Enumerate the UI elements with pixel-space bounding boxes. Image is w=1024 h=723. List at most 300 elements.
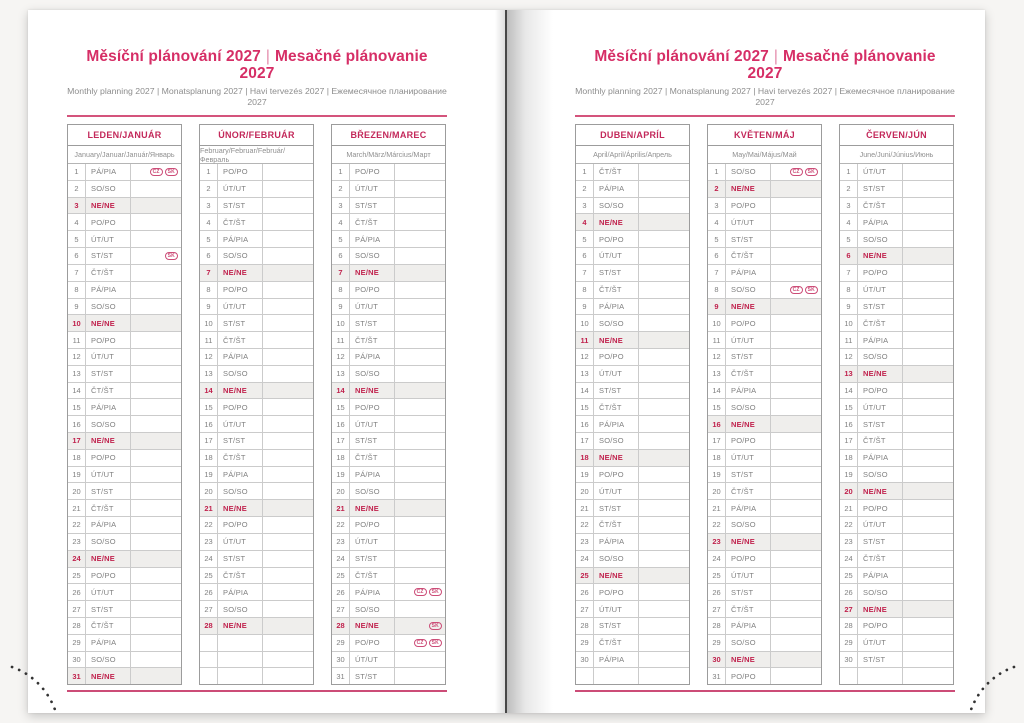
planner-spread	[28, 10, 985, 713]
day-name: ČT/ŠT	[350, 450, 395, 466]
day-name: ČT/ŠT	[218, 568, 263, 584]
day-space	[639, 668, 689, 684]
day-row	[576, 618, 689, 635]
day-number: 23	[68, 534, 86, 550]
day-name: NE/NE	[86, 315, 131, 331]
day-space	[771, 668, 821, 684]
day-number	[840, 668, 858, 684]
day-space	[395, 366, 445, 382]
month-table	[199, 124, 314, 685]
day-name: PÁ/PIA	[726, 383, 771, 399]
day-space	[131, 164, 181, 180]
day-space	[639, 416, 689, 432]
day-number: 14	[200, 383, 218, 399]
sk-holiday-badge: SK	[429, 622, 442, 630]
day-number: 7	[68, 265, 86, 281]
day-row	[840, 517, 953, 534]
day-space	[131, 433, 181, 449]
day-number: 11	[840, 332, 858, 348]
day-name: PO/PO	[726, 198, 771, 214]
day-name: ÚT/UT	[218, 534, 263, 550]
day-row	[708, 332, 821, 349]
day-space	[639, 299, 689, 315]
day-row	[708, 349, 821, 366]
day-space	[903, 467, 953, 483]
day-number: 10	[200, 315, 218, 331]
day-name: NE/NE	[350, 265, 395, 281]
day-row	[200, 517, 313, 534]
day-name: PÁ/PIA	[594, 299, 639, 315]
day-number: 31	[68, 668, 86, 684]
day-number: 16	[576, 416, 594, 432]
day-name: PÁ/PIA	[594, 181, 639, 197]
day-row	[708, 433, 821, 450]
day-name: NE/NE	[218, 265, 263, 281]
day-number: 12	[200, 349, 218, 365]
day-name: SO/SO	[86, 416, 131, 432]
day-row	[68, 635, 181, 652]
day-row	[200, 248, 313, 265]
day-space	[771, 500, 821, 516]
day-row	[332, 500, 445, 517]
day-space	[903, 282, 953, 298]
day-space	[263, 282, 313, 298]
day-number: 11	[576, 332, 594, 348]
day-row	[576, 332, 689, 349]
day-number: 4	[576, 214, 594, 230]
day-space	[263, 584, 313, 600]
day-number: 17	[840, 433, 858, 449]
day-name: PO/PO	[858, 383, 903, 399]
day-number: 13	[840, 366, 858, 382]
day-number: 22	[708, 517, 726, 533]
day-row	[840, 349, 953, 366]
day-row	[200, 315, 313, 332]
day-number: 21	[68, 500, 86, 516]
day-row	[200, 282, 313, 299]
day-name: ST/ST	[594, 618, 639, 634]
day-number: 28	[840, 618, 858, 634]
day-number: 4	[332, 214, 350, 230]
day-number: 19	[332, 467, 350, 483]
day-space	[771, 433, 821, 449]
day-space	[771, 618, 821, 634]
day-row	[332, 399, 445, 416]
day-number: 10	[332, 315, 350, 331]
month-rows	[840, 164, 953, 684]
day-number: 7	[708, 265, 726, 281]
day-name: SO/SO	[218, 366, 263, 382]
day-row	[840, 652, 953, 669]
day-row	[576, 433, 689, 450]
day-number: 27	[200, 601, 218, 617]
day-space	[395, 231, 445, 247]
day-row	[68, 500, 181, 517]
day-space	[395, 517, 445, 533]
day-name: ÚT/UT	[858, 517, 903, 533]
day-space	[395, 584, 445, 600]
day-space	[131, 618, 181, 634]
right-page	[507, 10, 985, 713]
day-name: NE/NE	[594, 450, 639, 466]
day-space	[263, 652, 313, 668]
day-row	[68, 652, 181, 669]
day-row	[200, 299, 313, 316]
day-name: NE/NE	[86, 551, 131, 567]
day-row	[332, 315, 445, 332]
day-row	[68, 568, 181, 585]
day-space	[263, 517, 313, 533]
day-row	[708, 164, 821, 181]
day-name: ČT/ŠT	[86, 500, 131, 516]
day-space	[639, 231, 689, 247]
day-row	[68, 282, 181, 299]
day-number: 24	[332, 551, 350, 567]
day-name: PÁ/PIA	[858, 568, 903, 584]
day-row	[576, 181, 689, 198]
day-name: PO/PO	[350, 635, 395, 651]
day-row	[68, 265, 181, 282]
day-name: SO/SO	[86, 534, 131, 550]
day-name: PÁ/PIA	[594, 652, 639, 668]
day-number: 17	[332, 433, 350, 449]
day-space	[771, 366, 821, 382]
day-space	[395, 652, 445, 668]
day-row	[68, 399, 181, 416]
day-space	[263, 601, 313, 617]
day-row	[68, 618, 181, 635]
day-row	[708, 618, 821, 635]
day-space	[639, 467, 689, 483]
day-row	[332, 265, 445, 282]
day-row	[840, 299, 953, 316]
cz-holiday-badge: CZ	[150, 168, 163, 176]
day-row	[200, 467, 313, 484]
day-number: 7	[840, 265, 858, 281]
day-row	[200, 349, 313, 366]
day-number: 6	[68, 248, 86, 264]
day-number: 1	[68, 164, 86, 180]
day-row	[332, 299, 445, 316]
day-space	[395, 214, 445, 230]
day-name: PO/PO	[350, 399, 395, 415]
day-name: NE/NE	[726, 416, 771, 432]
day-number: 2	[332, 181, 350, 197]
day-space	[395, 433, 445, 449]
day-number: 9	[68, 299, 86, 315]
day-row	[68, 534, 181, 551]
day-space	[395, 618, 445, 634]
day-space	[395, 551, 445, 567]
day-space	[131, 198, 181, 214]
month-table	[575, 124, 690, 685]
day-name: ČT/ŠT	[86, 383, 131, 399]
day-name: PO/PO	[86, 568, 131, 584]
day-space	[771, 265, 821, 281]
day-name: SO/SO	[594, 433, 639, 449]
month-name: ČERVEN/JÚN	[840, 125, 953, 146]
day-number: 6	[332, 248, 350, 264]
day-name: PÁ/PIA	[858, 450, 903, 466]
day-row	[68, 214, 181, 231]
day-number: 11	[68, 332, 86, 348]
day-number: 16	[68, 416, 86, 432]
day-space	[263, 383, 313, 399]
day-name: ÚT/UT	[218, 181, 263, 197]
day-row	[708, 517, 821, 534]
day-space	[131, 181, 181, 197]
day-space	[395, 668, 445, 684]
day-row	[840, 568, 953, 585]
day-row	[576, 584, 689, 601]
day-space	[131, 366, 181, 382]
day-name: PÁ/PIA	[86, 517, 131, 533]
day-name: ST/ST	[594, 383, 639, 399]
day-space	[263, 366, 313, 382]
day-name: ST/ST	[858, 416, 903, 432]
day-number: 14	[332, 383, 350, 399]
day-number: 2	[840, 181, 858, 197]
day-row	[332, 601, 445, 618]
day-row	[200, 231, 313, 248]
day-number: 18	[68, 450, 86, 466]
day-row	[576, 299, 689, 316]
day-space	[395, 450, 445, 466]
day-space	[263, 181, 313, 197]
day-row	[332, 231, 445, 248]
day-number: 9	[708, 299, 726, 315]
day-space	[131, 214, 181, 230]
day-number: 28	[576, 618, 594, 634]
day-name: PO/PO	[86, 450, 131, 466]
day-space	[639, 534, 689, 550]
day-name: ST/ST	[86, 483, 131, 499]
day-name: ÚT/UT	[350, 299, 395, 315]
day-number: 21	[840, 500, 858, 516]
cz-holiday-badge: CZ	[414, 588, 427, 596]
day-name: ST/ST	[86, 601, 131, 617]
day-name: PÁ/PIA	[726, 265, 771, 281]
day-number: 20	[200, 483, 218, 499]
day-name: NE/NE	[858, 366, 903, 382]
day-space	[903, 198, 953, 214]
day-name: PO/PO	[726, 551, 771, 567]
title-divider: |	[265, 48, 271, 65]
day-row	[68, 383, 181, 400]
page-title-czech: Měsíční plánování 2027	[594, 48, 769, 65]
day-name: ÚT/UT	[86, 584, 131, 600]
day-name	[594, 668, 639, 684]
day-row	[840, 164, 953, 181]
page-subtitle: Monthly planning 2027 | Monatsplanung 2027 | Havi tervezés 2027 | Ежемесячное планирование 2027	[67, 86, 447, 107]
day-space	[639, 248, 689, 264]
day-number: 23	[200, 534, 218, 550]
day-name: ST/ST	[350, 315, 395, 331]
day-name: SO/SO	[86, 299, 131, 315]
day-name: NE/NE	[726, 299, 771, 315]
day-name: PÁ/PIA	[350, 349, 395, 365]
day-space	[263, 416, 313, 432]
day-number: 19	[576, 467, 594, 483]
day-name	[218, 635, 263, 651]
day-number: 15	[576, 399, 594, 415]
day-name: SO/SO	[726, 282, 771, 298]
day-number: 4	[708, 214, 726, 230]
day-name: ST/ST	[858, 534, 903, 550]
day-row	[576, 551, 689, 568]
sk-holiday-badge: SK	[429, 639, 442, 647]
day-number: 25	[68, 568, 86, 584]
day-number: 17	[708, 433, 726, 449]
day-name: PO/PO	[858, 618, 903, 634]
day-name: ÚT/UT	[86, 467, 131, 483]
day-row	[840, 450, 953, 467]
day-name: SO/SO	[726, 164, 771, 180]
day-name: NE/NE	[86, 433, 131, 449]
day-number: 1	[708, 164, 726, 180]
day-space	[639, 214, 689, 230]
day-space	[131, 584, 181, 600]
day-number: 13	[200, 366, 218, 382]
day-row	[840, 433, 953, 450]
day-row	[200, 214, 313, 231]
day-name: PO/PO	[218, 399, 263, 415]
day-name: ST/ST	[726, 231, 771, 247]
day-space	[131, 332, 181, 348]
day-row	[840, 315, 953, 332]
month-rows	[708, 164, 821, 684]
day-name: PO/PO	[86, 214, 131, 230]
day-space	[771, 332, 821, 348]
day-row	[708, 652, 821, 669]
day-name: SO/SO	[350, 366, 395, 382]
title-rule	[575, 115, 955, 117]
day-name: ÚT/UT	[594, 483, 639, 499]
day-space	[771, 568, 821, 584]
day-number: 24	[200, 551, 218, 567]
day-number: 30	[332, 652, 350, 668]
day-space	[263, 332, 313, 348]
left-page	[28, 10, 507, 713]
months-row	[575, 124, 955, 685]
day-row	[200, 568, 313, 585]
day-number: 20	[332, 483, 350, 499]
day-name: SO/SO	[86, 652, 131, 668]
day-space	[131, 652, 181, 668]
day-number: 3	[708, 198, 726, 214]
day-number: 27	[840, 601, 858, 617]
day-row	[332, 517, 445, 534]
day-space	[395, 399, 445, 415]
day-number: 13	[68, 366, 86, 382]
day-row	[332, 635, 445, 652]
day-row	[68, 483, 181, 500]
day-space	[263, 433, 313, 449]
day-name: PÁ/PIA	[218, 231, 263, 247]
day-row	[332, 483, 445, 500]
day-space	[771, 450, 821, 466]
day-name: SO/SO	[594, 551, 639, 567]
day-row	[576, 214, 689, 231]
day-name: ČT/ŠT	[594, 282, 639, 298]
day-space	[131, 534, 181, 550]
day-name: ČT/ŠT	[726, 366, 771, 382]
day-space	[903, 214, 953, 230]
day-name: ÚT/UT	[218, 416, 263, 432]
day-row	[708, 383, 821, 400]
day-number: 23	[708, 534, 726, 550]
day-row	[708, 467, 821, 484]
day-name: SO/SO	[726, 517, 771, 533]
day-space	[771, 517, 821, 533]
day-name: ČT/ŠT	[726, 248, 771, 264]
day-number: 29	[840, 635, 858, 651]
day-name: PO/PO	[726, 433, 771, 449]
day-space	[903, 315, 953, 331]
day-row	[332, 551, 445, 568]
day-space	[263, 214, 313, 230]
page-title	[67, 48, 447, 82]
day-number: 8	[68, 282, 86, 298]
day-space	[263, 668, 313, 684]
day-row	[200, 483, 313, 500]
day-row	[200, 635, 313, 652]
day-number: 18	[332, 450, 350, 466]
day-name: ST/ST	[350, 433, 395, 449]
day-space	[903, 618, 953, 634]
sk-holiday-badge: SK	[165, 252, 178, 260]
page-title-slovak: Mesačné plánovanie 2027	[747, 48, 936, 82]
day-row	[332, 618, 445, 635]
day-number: 14	[68, 383, 86, 399]
day-row	[200, 181, 313, 198]
day-row	[200, 500, 313, 517]
day-space	[639, 618, 689, 634]
day-name: NE/NE	[218, 500, 263, 516]
day-number: 5	[708, 231, 726, 247]
day-space	[131, 299, 181, 315]
day-space	[131, 517, 181, 533]
day-row	[68, 584, 181, 601]
day-space	[263, 467, 313, 483]
day-number: 15	[840, 399, 858, 415]
day-space	[639, 500, 689, 516]
day-row	[708, 248, 821, 265]
day-name: PÁ/PIA	[86, 399, 131, 415]
day-space	[263, 231, 313, 247]
day-space	[771, 181, 821, 197]
day-number: 24	[708, 551, 726, 567]
day-space	[131, 265, 181, 281]
day-number	[200, 668, 218, 684]
day-name: ST/ST	[594, 500, 639, 516]
day-number: 28	[68, 618, 86, 634]
day-name: ČT/ŠT	[350, 214, 395, 230]
page-title	[575, 48, 955, 82]
day-space	[131, 248, 181, 264]
day-number: 15	[332, 399, 350, 415]
day-name: ST/ST	[218, 433, 263, 449]
day-name: ST/ST	[350, 551, 395, 567]
day-name: ÚT/UT	[858, 399, 903, 415]
day-name: ČT/ŠT	[218, 214, 263, 230]
day-row	[840, 500, 953, 517]
day-space	[395, 416, 445, 432]
day-row	[332, 383, 445, 400]
day-row	[708, 551, 821, 568]
day-space	[771, 214, 821, 230]
day-space	[639, 635, 689, 651]
